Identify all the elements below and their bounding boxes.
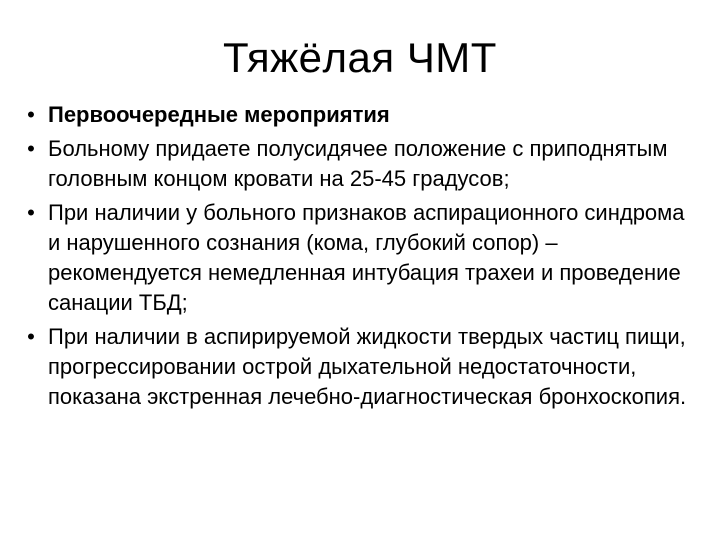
bullet-dot-icon: • <box>27 324 35 349</box>
bullet-text: Первоочередные мероприятия <box>48 102 390 127</box>
bullet-item-3 <box>22 198 702 318</box>
bullet-dot-icon: • <box>27 102 35 127</box>
bullet-dot-icon: • <box>27 136 35 161</box>
bullet-list <box>22 100 702 416</box>
bullet-item-1 <box>22 100 702 130</box>
bullet-text: При наличии в аспирируемой жидкости твердых частиц пищи, прогрессировании острой дыхательной недостаточности, показана экстренная лечебно-диагностическая бронхоскопия. <box>48 324 687 409</box>
bullet-item-2 <box>22 134 702 194</box>
bullet-text: При наличии у больного признаков аспирационного синдрома и нарушенного сознания (кома, глубокий сопор) – рекомендуется немедленная интубация трахеи и проведение санации ТБД; <box>48 200 685 315</box>
bullet-item-4 <box>22 322 702 412</box>
slide-title: Тяжёлая ЧМТ <box>223 34 497 81</box>
bullet-dot-icon: • <box>27 200 35 225</box>
bullet-text: Больному придаете полусидячее положение с приподнятым головным концом кровати на 25-45 градусов; <box>48 136 668 191</box>
